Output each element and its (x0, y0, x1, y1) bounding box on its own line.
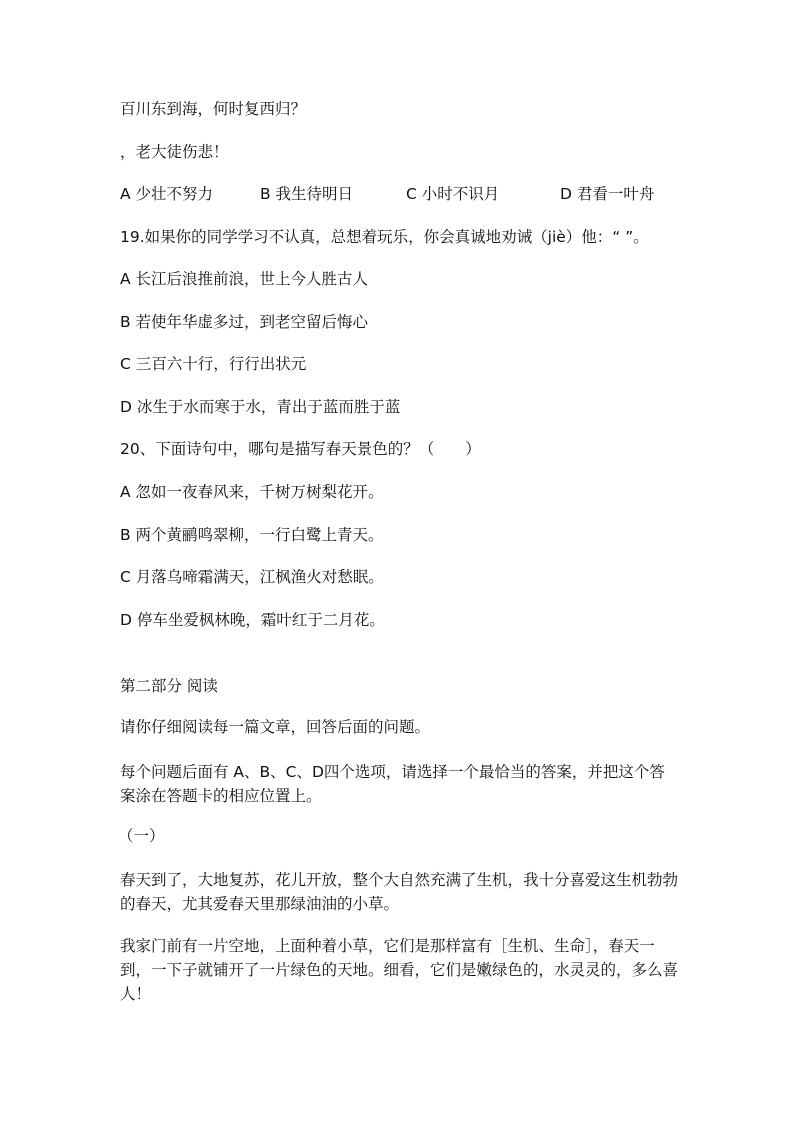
question-20-option-d: D 停车坐爱枫林晚，霜叶红于二月花。 (120, 611, 385, 629)
section-heading: 第二部分 阅读 (120, 677, 218, 695)
question-19-option-d: D 冰生于水而寒于水，青出于蓝而胜于蓝 (120, 398, 401, 416)
section-number: （一） (118, 827, 165, 845)
option-c: C 小时不识月 (406, 185, 500, 203)
question-20-stem: 20、下面诗句中，哪句是描写春天景色的？（ ） (120, 440, 481, 458)
instruction-text: 请你仔细阅读每一篇文章，回答后面的问题。 (120, 718, 431, 736)
option-d: D 君看一叶舟 (560, 185, 655, 203)
reading-paragraph-1: 春天到了，大地复苏，花儿开放，整个大自然充满了生机，我十分喜爱这生机勃勃的春天，尤其爱春天里那绿油油的小草。 (120, 871, 679, 913)
question-19-option-b: B 若使年华虚多过，到老空留后悔心 (120, 313, 369, 331)
poem-line: 百川东到海，何时复西归？ (120, 100, 307, 118)
option-a: A 少壮不努力 (120, 185, 214, 203)
question-20-option-c: C 月落乌啼霜满天，江枫渔火对愁眠。 (120, 568, 384, 586)
question-20-option-b: B 两个黄鹂鸣翠柳，一行白鹭上青天。 (120, 526, 384, 544)
question-19-option-c: C 三百六十行，行行出状元 (120, 355, 307, 373)
poem-line-blank: ，老大徒伤悲！ (120, 143, 229, 161)
reading-paragraph-2: 我家门前有一片空地，上面种着小草，它们是那样富有［生机、生命］，春天一到，一下子就铺开了一片绿色的天地。细看，它们是嫩绿色的，水灵灵的，多么喜人！ (120, 937, 679, 1003)
question-19-stem: 19.如果你的同学学习不认真，总想着玩乐，你会真诚地劝诫（jiè）他：“ ”。 (120, 228, 649, 246)
question-18-options (120, 183, 680, 205)
question-19-option-a: A 长江后浪推前浪，世上今人胜古人 (120, 270, 369, 288)
instruction-detail: 每个问题后面有 A、B、C、D四个选项，请选择一个最恰当的答案，并把这个答案涂在答题卡的相应位置上。 (120, 763, 665, 805)
option-b: B 我生待明日 (260, 185, 354, 203)
question-20-option-a: A 忽如一夜春风来，千树万树梨花开。 (120, 483, 384, 501)
